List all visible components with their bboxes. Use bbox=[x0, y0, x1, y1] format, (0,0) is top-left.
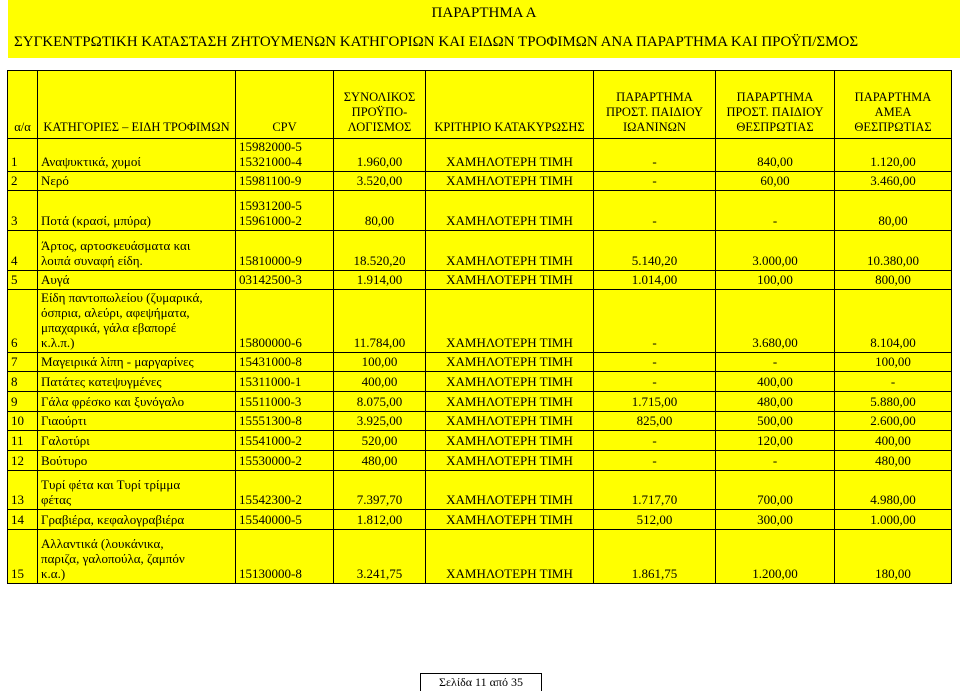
title-banner bbox=[8, 0, 960, 58]
ioannina-cell: - bbox=[594, 431, 716, 451]
col-header-category: ΚΑΤΗΓΟΡΙΕΣ – ΕΙΔΗ ΤΡΟΦΙΜΩΝ bbox=[38, 71, 236, 139]
ioannina-cell: - bbox=[594, 353, 716, 372]
criterion-cell: ΧΑΜΗΛΟΤΕΡΗ ΤΙΜΗ bbox=[426, 172, 594, 191]
col-header-ioannina: ΠΑΡΑΡΤΗΜΑ ΠΡΟΣΤ. ΠΑΙΔΙΟΥ ΙΩΑΝΙΝΩΝ bbox=[594, 71, 716, 139]
row-number: 6 bbox=[8, 290, 38, 353]
ioannina-cell: 1.715,00 bbox=[594, 392, 716, 412]
category-cell: Γιαούρτι bbox=[38, 412, 236, 431]
budget-cell: 100,00 bbox=[334, 353, 426, 372]
row-number: 12 bbox=[8, 451, 38, 471]
document-title: ΠΑΡΑΡΤΗΜΑ Α bbox=[431, 5, 537, 21]
criterion-cell: ΧΑΜΗΛΟΤΕΡΗ ΤΙΜΗ bbox=[426, 510, 594, 530]
amea-cell: 10.380,00 bbox=[835, 231, 952, 271]
amea-cell: 2.600,00 bbox=[835, 412, 952, 431]
ioannina-cell: - bbox=[594, 372, 716, 392]
cpv-cell: 15541000-2 bbox=[236, 431, 334, 451]
row-number: 14 bbox=[8, 510, 38, 530]
ioannina-cell: 1.014,00 bbox=[594, 271, 716, 290]
amea-cell: 80,00 bbox=[835, 191, 952, 231]
table-header-row bbox=[8, 71, 952, 139]
budget-cell: 480,00 bbox=[334, 451, 426, 471]
table-row bbox=[8, 530, 952, 584]
criterion-cell: ΧΑΜΗΛΟΤΕΡΗ ΤΙΜΗ bbox=[426, 451, 594, 471]
criterion-cell: ΧΑΜΗΛΟΤΕΡΗ ΤΙΜΗ bbox=[426, 139, 594, 172]
budget-cell: 1.960,00 bbox=[334, 139, 426, 172]
category-cell: Αναψυκτικά, χυμοί bbox=[38, 139, 236, 172]
criterion-cell: ΧΑΜΗΛΟΤΕΡΗ ΤΙΜΗ bbox=[426, 353, 594, 372]
category-cell: Άρτος, αρτοσκευάσματα και λοιπά συναφή είδη. bbox=[38, 231, 236, 271]
row-number: 11 bbox=[8, 431, 38, 451]
page-number: Σελίδα 11 από 35 bbox=[420, 673, 542, 691]
category-cell: Μαγειρικά λίπη - μαργαρίνες bbox=[38, 353, 236, 372]
row-number: 4 bbox=[8, 231, 38, 271]
ioannina-cell: 5.140,20 bbox=[594, 231, 716, 271]
category-cell: Είδη παντοπωλείου (ζυμαρικά, όσπρια, αλεύρι, αφεψήματα, μπαχαρικά, γάλα εβαπορέ κ.λ.π.) bbox=[38, 290, 236, 353]
budget-cell: 80,00 bbox=[334, 191, 426, 231]
budget-cell: 11.784,00 bbox=[334, 290, 426, 353]
criterion-cell: ΧΑΜΗΛΟΤΕΡΗ ΤΙΜΗ bbox=[426, 231, 594, 271]
category-cell: Αλλαντικά (λουκάνικα, παριζα, γαλοπούλα, ζαμπόν κ.α.) bbox=[38, 530, 236, 584]
budget-cell: 520,00 bbox=[334, 431, 426, 451]
col-header-cpv: CPV bbox=[236, 71, 334, 139]
row-number: 10 bbox=[8, 412, 38, 431]
cpv-cell: 15542300-2 bbox=[236, 471, 334, 510]
cpv-cell: 15530000-2 bbox=[236, 451, 334, 471]
category-cell: Γραβιέρα, κεφαλογραβιέρα bbox=[38, 510, 236, 530]
budget-cell: 3.241,75 bbox=[334, 530, 426, 584]
amea-cell: 8.104,00 bbox=[835, 290, 952, 353]
budget-cell: 1.812,00 bbox=[334, 510, 426, 530]
ioannina-cell: 512,00 bbox=[594, 510, 716, 530]
row-number: 3 bbox=[8, 191, 38, 231]
thesprotia-cell: - bbox=[716, 191, 835, 231]
criterion-cell: ΧΑΜΗΛΟΤΕΡΗ ΤΙΜΗ bbox=[426, 471, 594, 510]
table-row bbox=[8, 271, 952, 290]
budget-cell: 8.075,00 bbox=[334, 392, 426, 412]
table-row bbox=[8, 139, 952, 172]
table-row bbox=[8, 451, 952, 471]
row-number: 13 bbox=[8, 471, 38, 510]
cpv-cell: 15931200-5 15961000-2 bbox=[236, 191, 334, 231]
row-number: 2 bbox=[8, 172, 38, 191]
table-row bbox=[8, 431, 952, 451]
cpv-cell: 15431000-8 bbox=[236, 353, 334, 372]
category-cell: Πατάτες κατεψυγμένες bbox=[38, 372, 236, 392]
budget-cell: 18.520,20 bbox=[334, 231, 426, 271]
thesprotia-cell: 700,00 bbox=[716, 471, 835, 510]
cpv-cell: 15511000-3 bbox=[236, 392, 334, 412]
budget-cell: 7.397,70 bbox=[334, 471, 426, 510]
ioannina-cell: - bbox=[594, 172, 716, 191]
thesprotia-cell: 120,00 bbox=[716, 431, 835, 451]
amea-cell: 100,00 bbox=[835, 353, 952, 372]
row-number: 7 bbox=[8, 353, 38, 372]
amea-cell: 180,00 bbox=[835, 530, 952, 584]
ioannina-cell: 825,00 bbox=[594, 412, 716, 431]
cpv-cell: 15810000-9 bbox=[236, 231, 334, 271]
thesprotia-cell: 480,00 bbox=[716, 392, 835, 412]
ioannina-cell: 1.717,70 bbox=[594, 471, 716, 510]
cpv-cell: 15311000-1 bbox=[236, 372, 334, 392]
col-header-aa: α/α bbox=[8, 71, 38, 139]
table-row bbox=[8, 353, 952, 372]
criterion-cell: ΧΑΜΗΛΟΤΕΡΗ ΤΙΜΗ bbox=[426, 271, 594, 290]
category-cell: Γαλοτύρι bbox=[38, 431, 236, 451]
thesprotia-cell: 500,00 bbox=[716, 412, 835, 431]
thesprotia-cell: - bbox=[716, 353, 835, 372]
table-row bbox=[8, 372, 952, 392]
criterion-cell: ΧΑΜΗΛΟΤΕΡΗ ΤΙΜΗ bbox=[426, 392, 594, 412]
col-header-budget: ΣΥΝΟΛΙΚΟΣ ΠΡΟΫΠΟ-ΛΟΓΙΣΜΟΣ bbox=[334, 71, 426, 139]
cpv-cell: 03142500-3 bbox=[236, 271, 334, 290]
category-cell: Νερό bbox=[38, 172, 236, 191]
table-row bbox=[8, 231, 952, 271]
row-number: 15 bbox=[8, 530, 38, 584]
amea-cell: 3.460,00 bbox=[835, 172, 952, 191]
amea-cell: 1.120,00 bbox=[835, 139, 952, 172]
cpv-cell: 15981100-9 bbox=[236, 172, 334, 191]
criterion-cell: ΧΑΜΗΛΟΤΕΡΗ ΤΙΜΗ bbox=[426, 412, 594, 431]
amea-cell: 480,00 bbox=[835, 451, 952, 471]
row-number: 8 bbox=[8, 372, 38, 392]
criterion-cell: ΧΑΜΗΛΟΤΕΡΗ ΤΙΜΗ bbox=[426, 530, 594, 584]
category-cell: Βούτυρο bbox=[38, 451, 236, 471]
budget-cell: 3.520,00 bbox=[334, 172, 426, 191]
amea-cell: - bbox=[835, 372, 952, 392]
col-header-thesprotia: ΠΑΡΑΡΤΗΜΑ ΠΡΟΣΤ. ΠΑΙΔΙΟΥ ΘΕΣΠΡΩΤΙΑΣ bbox=[716, 71, 835, 139]
category-cell: Αυγά bbox=[38, 271, 236, 290]
category-cell: Γάλα φρέσκο και ξυνόγαλο bbox=[38, 392, 236, 412]
table-row bbox=[8, 290, 952, 353]
cpv-cell: 15982000-5 15321000-4 bbox=[236, 139, 334, 172]
ioannina-cell: 1.861,75 bbox=[594, 530, 716, 584]
table-row bbox=[8, 510, 952, 530]
thesprotia-cell: - bbox=[716, 451, 835, 471]
table-row bbox=[8, 471, 952, 510]
criterion-cell: ΧΑΜΗΛΟΤΕΡΗ ΤΙΜΗ bbox=[426, 191, 594, 231]
ioannina-cell: - bbox=[594, 191, 716, 231]
thesprotia-cell: 60,00 bbox=[716, 172, 835, 191]
ioannina-cell: - bbox=[594, 451, 716, 471]
budget-cell: 1.914,00 bbox=[334, 271, 426, 290]
row-number: 5 bbox=[8, 271, 38, 290]
category-cell: Ποτά (κρασί, μπύρα) bbox=[38, 191, 236, 231]
cpv-cell: 15130000-8 bbox=[236, 530, 334, 584]
thesprotia-cell: 100,00 bbox=[716, 271, 835, 290]
amea-cell: 5.880,00 bbox=[835, 392, 952, 412]
category-cell: Τυρί φέτα και Τυρί τρίμμα φέτας bbox=[38, 471, 236, 510]
row-number: 9 bbox=[8, 392, 38, 412]
row-number: 1 bbox=[8, 139, 38, 172]
thesprotia-cell: 1.200,00 bbox=[716, 530, 835, 584]
amea-cell: 400,00 bbox=[835, 431, 952, 451]
criterion-cell: ΧΑΜΗΛΟΤΕΡΗ ΤΙΜΗ bbox=[426, 431, 594, 451]
table-row bbox=[8, 172, 952, 191]
criterion-cell: ΧΑΜΗΛΟΤΕΡΗ ΤΙΜΗ bbox=[426, 372, 594, 392]
budget-cell: 400,00 bbox=[334, 372, 426, 392]
ioannina-cell: - bbox=[594, 139, 716, 172]
criterion-cell: ΧΑΜΗΛΟΤΕΡΗ ΤΙΜΗ bbox=[426, 290, 594, 353]
table-row bbox=[8, 191, 952, 231]
cpv-cell: 15540000-5 bbox=[236, 510, 334, 530]
amea-cell: 800,00 bbox=[835, 271, 952, 290]
cpv-cell: 15800000-6 bbox=[236, 290, 334, 353]
col-header-amea: ΠΑΡΑΡΤΗΜΑ ΑΜΕΑ ΘΕΣΠΡΩΤΙΑΣ bbox=[835, 71, 952, 139]
thesprotia-cell: 3.680,00 bbox=[716, 290, 835, 353]
table-row bbox=[8, 412, 952, 431]
thesprotia-cell: 3.000,00 bbox=[716, 231, 835, 271]
food-categories-table bbox=[7, 70, 952, 584]
col-header-criterion: ΚΡΙΤΗΡΙΟ ΚΑΤΑΚΥΡΩΣΗΣ bbox=[426, 71, 594, 139]
ioannina-cell: - bbox=[594, 290, 716, 353]
budget-cell: 3.925,00 bbox=[334, 412, 426, 431]
amea-cell: 1.000,00 bbox=[835, 510, 952, 530]
thesprotia-cell: 300,00 bbox=[716, 510, 835, 530]
amea-cell: 4.980,00 bbox=[835, 471, 952, 510]
thesprotia-cell: 400,00 bbox=[716, 372, 835, 392]
thesprotia-cell: 840,00 bbox=[716, 139, 835, 172]
table-row bbox=[8, 392, 952, 412]
document-subtitle: ΣΥΓΚΕΝΤΡΩΤΙΚΗ ΚΑΤΑΣΤΑΣΗ ΖΗΤΟΥΜΕΝΩΝ ΚΑΤΗΓΟΡΙΩΝ ΚΑΙ ΕΙΔΩΝ ΤΡΟΦΙΜΩΝ ΑΝΑ ΠΑΡΑΡΤΗΜΑ ΚΑΙ ΠΡΟΫΠ/ΣΜΟΣ bbox=[14, 34, 859, 50]
cpv-cell: 15551300-8 bbox=[236, 412, 334, 431]
